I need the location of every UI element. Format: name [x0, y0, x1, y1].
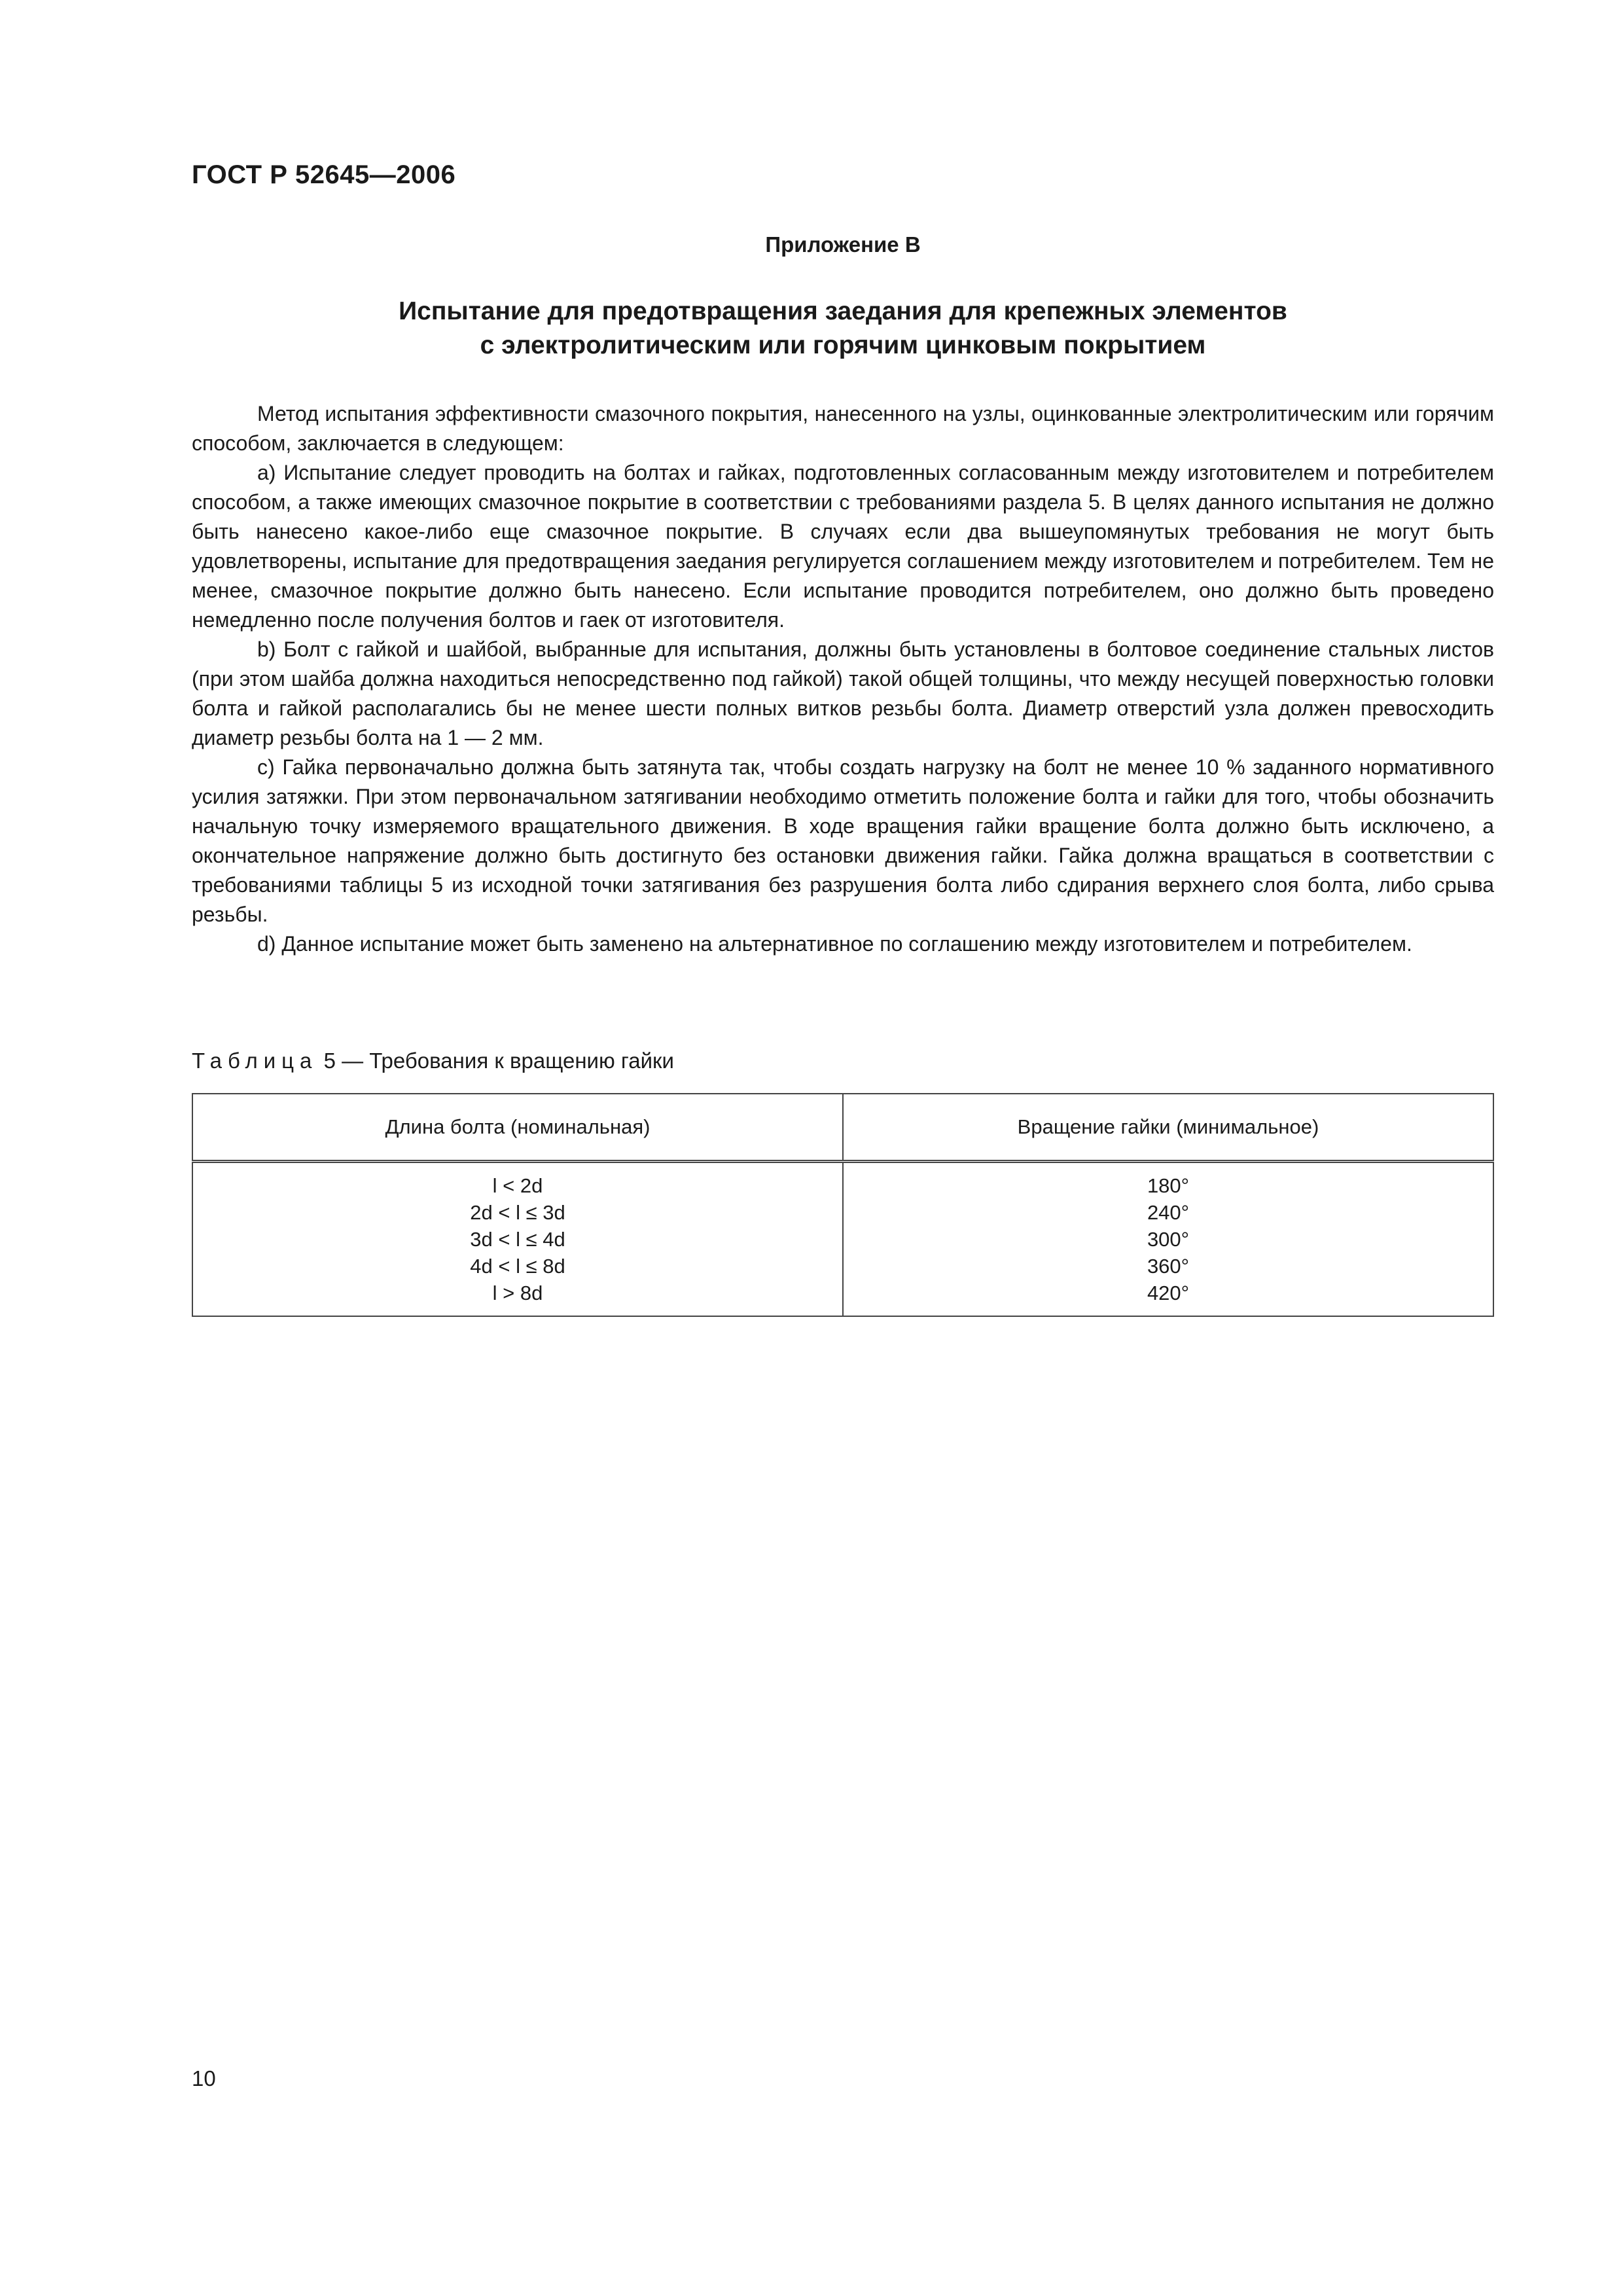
- nut-rotation-cell: [843, 1162, 1493, 1317]
- column-header-bolt-length: Длина болта (номинальная): [192, 1094, 843, 1162]
- nut-rotation-value: 180°: [1147, 1174, 1190, 1197]
- table-header-row: [192, 1094, 1493, 1162]
- appendix-title-line-1: Испытание для предотвращения заедания для крепежных элементов: [399, 297, 1287, 325]
- item-a-paragraph: a) Испытание следует проводить на болтах и гайках, подготовленных согласованным между изготовителем и потребителем способом, а также имеющих смазочное покрытие в соответствии с требованиями раздела 5. В целях данного испытания не должно быть нанесено какое-либо еще смазочное покрытие. В случаях если два вышеупомянутых требования не могут быть удовлетворены, испытание для предотвращения заедания регулируется соглашением между изготовителем и потребителем. Тем не менее, смазочное покрытие должно быть нанесено. Если испытание проводится потребителем, оно должно быть проведено немедленно после получения болтов и гаек от изготовителя.: [192, 461, 1494, 632]
- appendix-label: Приложение В: [765, 232, 921, 257]
- page-number: 10: [192, 2066, 216, 2090]
- bolt-length-cell: [192, 1162, 843, 1317]
- table-caption-rest: 5 — Требования к вращению гайки: [323, 1049, 674, 1073]
- column-header-nut-rotation: Вращение гайки (минимальное): [843, 1094, 1493, 1162]
- intro-paragraph: Метод испытания эффективности смазочного покрытия, нанесенного на узлы, оцинкованные электролитическим или горячим способом, заключается в следующем:: [192, 402, 1494, 455]
- item-d-paragraph: d) Данное испытание может быть заменено на альтернативное по соглашению между изготовителем и потребителем.: [257, 932, 1412, 956]
- body-text: [192, 399, 1494, 959]
- bolt-length-value: 3d < l ≤ 4d: [470, 1228, 565, 1251]
- nut-rotation-value: 420°: [1147, 1282, 1190, 1304]
- rotation-requirements-table: [192, 1093, 1494, 1317]
- appendix-title: [192, 295, 1494, 363]
- nut-rotation-value: 240°: [1147, 1201, 1190, 1224]
- bolt-length-value: l > 8d: [492, 1282, 543, 1304]
- item-b-paragraph: b) Болт с гайкой и шайбой, выбранные для испытания, должны быть установлены в болтовое соединение стальных листов (при этом шайба должна находиться непосредственно под гайкой) такой общей толщины, что между несущей поверхностью головки болта и гайкой располагались бы не менее шести полных витков резьбы болта. Диаметр отверстий узла должен превосходить диаметр резьбы болта на 1 — 2 мм.: [192, 637, 1494, 749]
- table-row: [192, 1162, 1493, 1317]
- appendix-title-line-2: с электролитическим или горячим цинковым покрытием: [480, 331, 1206, 359]
- nut-rotation-value: 360°: [1147, 1255, 1190, 1278]
- table-caption-word: Таблица: [192, 1049, 318, 1073]
- standard-designation: ГОСТ Р 52645—2006: [192, 160, 456, 189]
- item-c-paragraph: c) Гайка первоначально должна быть затянута так, чтобы создать нагрузку на болт не менее 10 % заданного нормативного усилия затяжки. При этом первоначальном затягивании необходимо отметить положение болта и гайки для того, чтобы обозначить начальную точку измеряемого вращательного движения. В ходе вращения гайки вращение болта должно быть исключено, а окончательное напряжение должно быть достигнуто без остановки движения гайки. Гайка должна вращаться в соответствии с требованиями таблицы 5 из исходной точки затягивания без разрушения болта либо сдирания верхнего слоя болта, либо срыва резьбы.: [192, 755, 1494, 926]
- nut-rotation-value: 300°: [1147, 1228, 1190, 1251]
- table-caption: [192, 1049, 674, 1073]
- bolt-length-value: 4d < l ≤ 8d: [470, 1255, 565, 1278]
- bolt-length-value: l < 2d: [492, 1174, 543, 1197]
- bolt-length-value: 2d < l ≤ 3d: [470, 1201, 565, 1224]
